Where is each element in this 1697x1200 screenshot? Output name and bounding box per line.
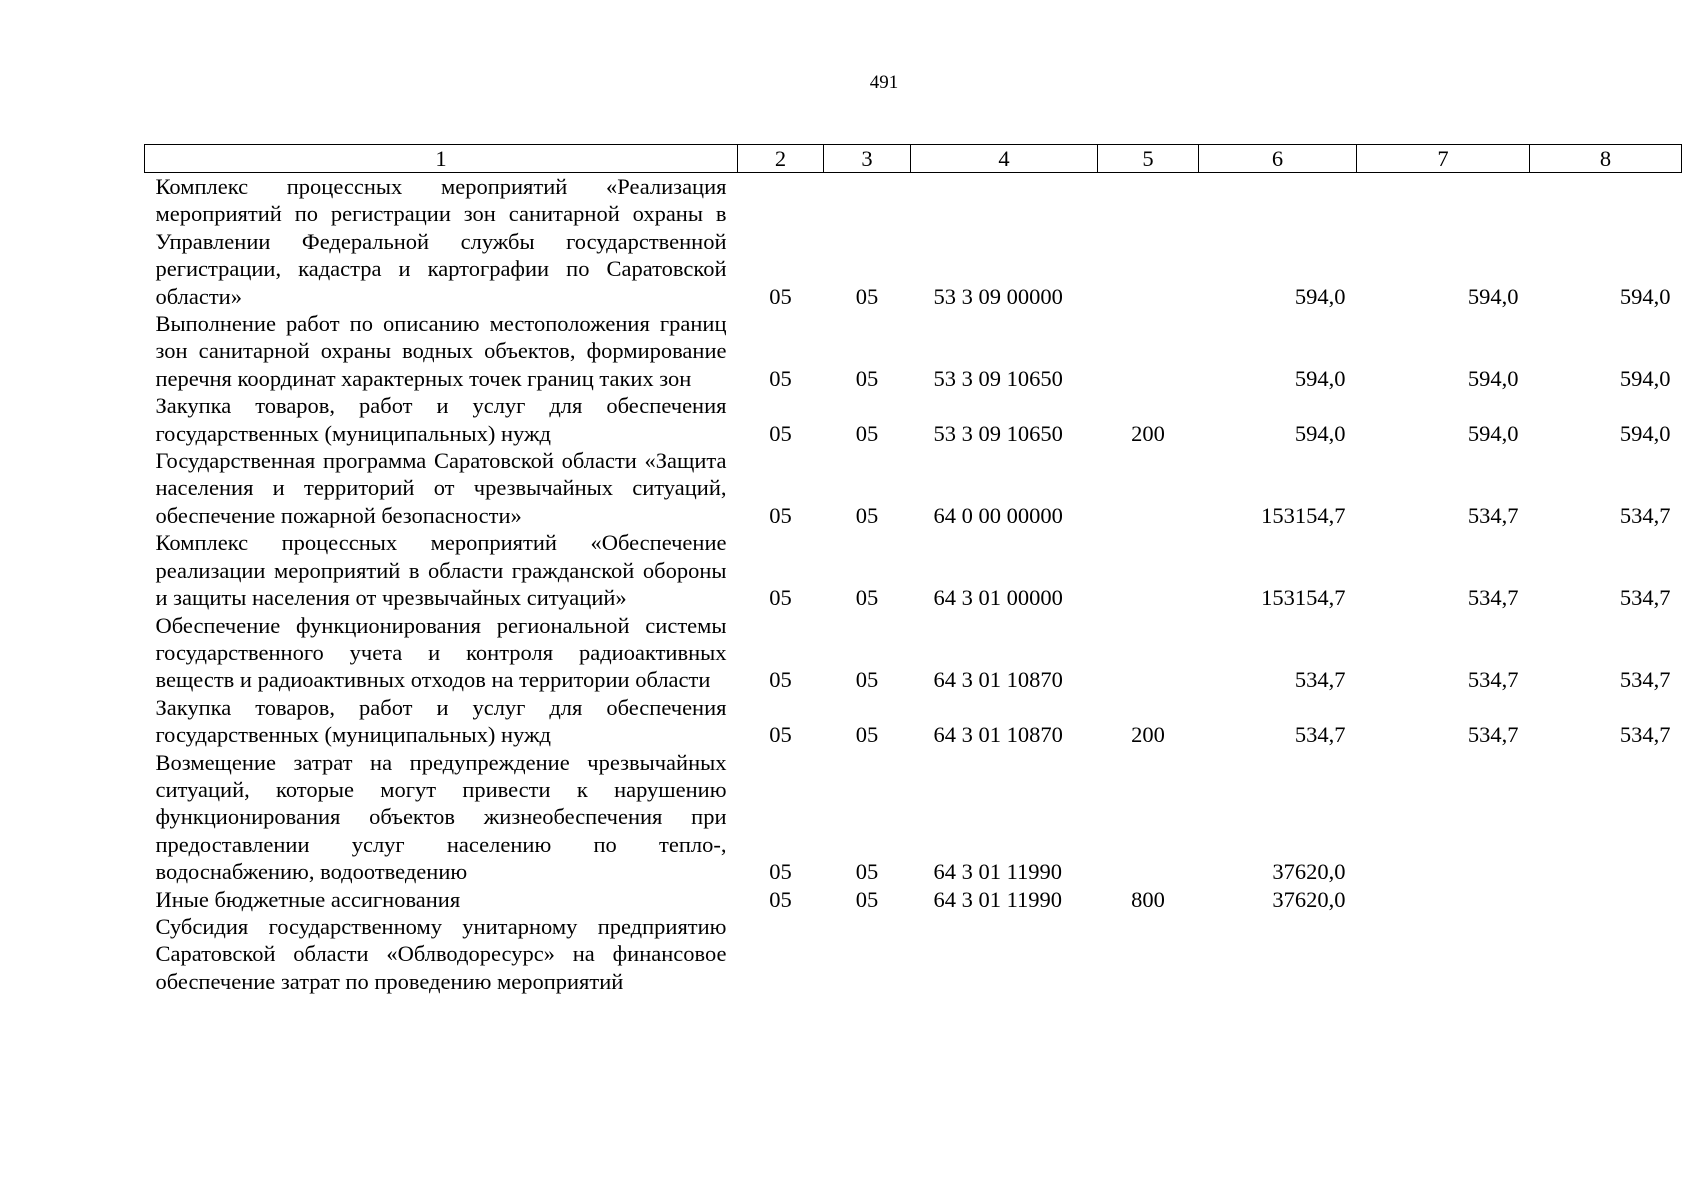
row-section: 05 (769, 886, 792, 912)
table-row (145, 886, 1682, 913)
table-row (145, 749, 1682, 886)
row-name: Обеспечение функционирования региональной системы государственного учета и контроля радиоактивных веществ и радиоактивных отходов на территории области (155, 612, 727, 693)
row-amount-1: 37620,0 (1272, 859, 1346, 885)
column-header-3: 3 (824, 145, 911, 173)
row-amount-1: 534,7 (1294, 722, 1346, 748)
row-amount-2: 534,7 (1467, 667, 1519, 693)
row-target-code: 64 3 01 00000 (933, 585, 1063, 611)
row-amount-2: 534,7 (1467, 585, 1519, 611)
row-amount-3: 534,7 (1619, 722, 1671, 748)
row-subsection: 05 (855, 859, 879, 885)
row-subsection: 05 (855, 420, 879, 446)
row-target-code: 64 3 01 10870 (933, 722, 1063, 748)
row-subsection: 05 (855, 585, 879, 611)
row-amount-3: 594,0 (1619, 365, 1671, 391)
table-row (145, 447, 1682, 529)
row-subsection (824, 913, 911, 995)
row-amount-3: 594,0 (1619, 283, 1671, 309)
row-expense-type: 200 (1131, 420, 1165, 446)
row-target-code: 64 3 01 11990 (933, 886, 1063, 912)
row-expense-type: 800 (1131, 886, 1165, 912)
row-target-code: 64 0 00 00000 (933, 502, 1063, 528)
row-name: Комплекс процессных мероприятий «Обеспечение реализации мероприятий в области гражданской обороны и защиты населения от чрезвычайных ситуаций» (155, 530, 727, 611)
row-amount-2: 594,0 (1467, 420, 1519, 446)
row-target-code (911, 913, 1098, 995)
row-section: 05 (769, 722, 792, 748)
row-amount-1: 594,0 (1294, 365, 1346, 391)
row-target-code: 53 3 09 10650 (933, 420, 1063, 446)
row-amount-1: 37620,0 (1272, 886, 1346, 912)
column-header-5: 5 (1098, 145, 1199, 173)
row-target-code: 64 3 01 11990 (933, 859, 1063, 885)
row-name: Закупка товаров, работ и услуг для обеспечения государственных (муниципальных) нужд (155, 694, 727, 748)
row-expense-type (1098, 749, 1199, 886)
row-section: 05 (769, 585, 792, 611)
row-amount-1: 594,0 (1294, 420, 1346, 446)
row-target-code: 64 3 01 10870 (933, 667, 1063, 693)
row-expense-type (1098, 913, 1199, 995)
column-header-4: 4 (911, 145, 1098, 173)
row-subsection: 05 (855, 667, 879, 693)
row-amount-2: 594,0 (1467, 283, 1519, 309)
budget-table (144, 144, 1682, 995)
row-name: Закупка товаров, работ и услуг для обеспечения государственных (муниципальных) нужд (155, 393, 727, 446)
column-header-7: 7 (1357, 145, 1530, 173)
column-header-6: 6 (1199, 145, 1357, 173)
row-name: Комплекс процессных мероприятий «Реализация мероприятий по регистрации зон санитарной охраны в Управлении Федеральной службы государственной регистрации, кадастра и картографии по Саратовской области» (155, 174, 727, 309)
table-row (145, 173, 1682, 311)
column-header-2: 2 (738, 145, 824, 173)
row-section: 05 (769, 667, 792, 693)
row-expense-type: 200 (1131, 722, 1165, 748)
row-amount-1: 534,7 (1294, 667, 1346, 693)
row-section: 05 (769, 420, 792, 446)
row-expense-type (1098, 310, 1199, 392)
row-subsection: 05 (855, 365, 879, 391)
table-row (145, 392, 1682, 447)
table-row (145, 310, 1682, 392)
row-section: 05 (769, 283, 792, 309)
row-amount-1 (1199, 913, 1357, 995)
row-amount-3 (1530, 749, 1682, 886)
page-number: 491 (869, 72, 899, 93)
row-amount-2: 534,7 (1467, 722, 1519, 748)
row-amount-3 (1530, 886, 1682, 913)
row-name: Выполнение работ по описанию местоположения границ зон санитарной охраны водных объектов, формирование перечня координат характерных точек границ таких зон (155, 311, 727, 391)
row-amount-2: 534,7 (1467, 502, 1519, 528)
row-subsection: 05 (855, 283, 879, 309)
row-subsection: 05 (855, 886, 879, 912)
row-amount-3: 534,7 (1619, 502, 1671, 528)
row-amount-2: 594,0 (1467, 365, 1519, 391)
row-amount-3: 534,7 (1619, 585, 1671, 611)
row-amount-3: 594,0 (1619, 420, 1671, 446)
row-subsection: 05 (855, 502, 879, 528)
table-row (145, 694, 1682, 749)
row-expense-type (1098, 529, 1199, 611)
row-amount-1: 594,0 (1294, 283, 1346, 309)
column-header-8: 8 (1530, 145, 1682, 173)
table-row (145, 612, 1682, 694)
row-subsection: 05 (855, 722, 879, 748)
row-amount-2 (1357, 886, 1530, 913)
row-target-code: 53 3 09 00000 (933, 283, 1063, 309)
row-name: Возмещение затрат на предупреждение чрезвычайных ситуаций, которые могут привести к нарушению функционирования объектов жизнеобеспечения при предоставлении услуг населению по тепло-, водоснабжению, водоотведению (155, 749, 727, 885)
row-amount-3 (1530, 913, 1682, 995)
row-target-code: 53 3 09 10650 (933, 365, 1063, 391)
row-expense-type (1098, 447, 1199, 529)
row-section: 05 (769, 859, 792, 885)
row-amount-3: 534,7 (1619, 667, 1671, 693)
row-name: Иные бюджетные ассигнования (155, 886, 461, 912)
row-section: 05 (769, 365, 792, 391)
row-name: Государственная программа Саратовской области «Защита населения и территорий от чрезвычайных ситуаций, обеспечение пожарной безопасности» (155, 448, 727, 528)
row-amount-2 (1357, 913, 1530, 995)
row-name: Субсидия государственному унитарному предприятию Саратовской области «Облводоресурс» на финансовое обеспечение затрат по проведению мероприятий (155, 913, 727, 994)
row-section: 05 (769, 502, 792, 528)
row-expense-type (1098, 173, 1199, 311)
table-row (145, 913, 1682, 995)
row-amount-1: 153154,7 (1261, 585, 1346, 611)
row-expense-type (1098, 612, 1199, 694)
table-row (145, 529, 1682, 611)
row-amount-2 (1357, 749, 1530, 886)
row-section (738, 913, 824, 995)
row-amount-1: 153154,7 (1261, 502, 1346, 528)
table-header-row (145, 145, 1682, 173)
column-header-1: 1 (145, 145, 738, 173)
table-body (145, 173, 1682, 996)
